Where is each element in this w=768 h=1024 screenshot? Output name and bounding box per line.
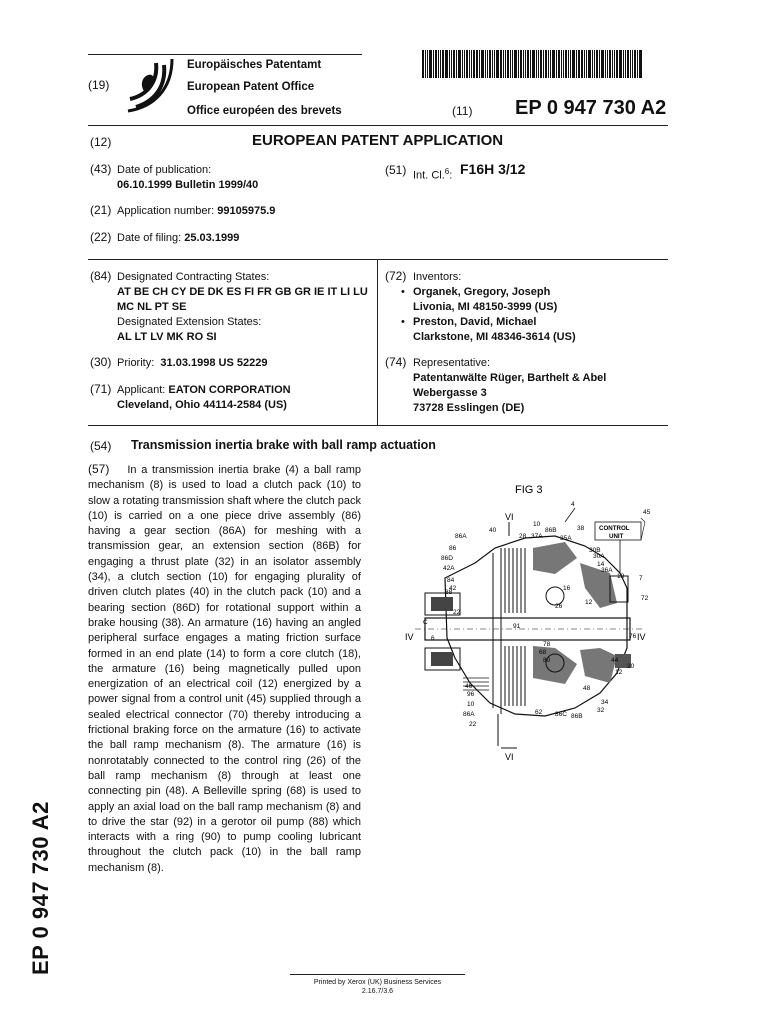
reference-numeral: 26 xyxy=(555,603,563,610)
svg-text:IV: IV xyxy=(405,632,414,642)
designated-states-label: Designated Contracting States: xyxy=(117,271,270,283)
reference-numeral: 86B xyxy=(571,713,583,720)
reference-numeral: 28 xyxy=(519,533,527,540)
reference-numeral: 32 xyxy=(597,707,605,714)
reference-numeral: 34 xyxy=(601,699,609,706)
inventor-name: Preston, David, Michael xyxy=(413,316,537,328)
reference-numeral: 37A xyxy=(531,533,543,540)
filing-date-label: Date of filing: xyxy=(117,232,182,244)
office-name-en: European Patent Office xyxy=(187,81,315,93)
reference-numeral: 86D xyxy=(441,555,453,562)
application-number-label: Application number: xyxy=(117,205,215,217)
representative-line-3: 73728 Esslingen (DE) xyxy=(413,402,525,414)
reference-numeral: 18 xyxy=(617,573,625,580)
reference-numeral: 38 xyxy=(577,525,585,532)
side-publication-number: EP 0 947 730 A2 xyxy=(28,801,53,975)
reference-numeral: C xyxy=(423,619,428,626)
int-cl-label xyxy=(413,164,452,184)
int-cl-text: Int. Cl. xyxy=(413,169,445,182)
reference-numeral: 46 xyxy=(465,683,473,690)
priority-value: 31.03.1998 US 52229 xyxy=(160,357,268,369)
reference-numeral: 86 xyxy=(449,545,457,552)
inid-12: (12) xyxy=(90,135,112,149)
abstract-text: In a transmission inertia brake (4) a ball ramp mechanism (8) is used to load a clutch pack (10) to slow a rotating transmission shaft where the clutch pack (10) is carried on a one piece drive assembly (86) having a gear section (86A) for meshing with a transmission gear, an extension section (86B) for engaging a thrust plate (32) in an isolator assembly (34), a clutch section (10) for engaging plurality of driven clutch plates (40) in the clutch pack (10) and a bearing section (86D) for rotational support within a brake housing (38). An armature (16) having an angled peripheral surface engages a mating friction surface formed in an end plate (14) to form a core clutch (18), the armature (16) being magnetically pulled upon energization of an electrical coil (12) energized by a power signal from a control unit (45) supplied through a sealed electrical connector (70) thereby introducing a frictional braking force on the armature (16) to activate the ball ramp mechanism (8). The armature (16) is nonrotatably connected to the control ring (26) of the ball ramp mechanism (8) through at least one connecting pin (48). A Belleville spring (68) is used to apply an axial load on the ball ramp mechanism (8) and to drive the star (92) in a gerotor oil pump (88) which interacts with a ring (90) to pump cooling lubricant throughout the clutch pack (10) in the ball ramp mechanism (8). xyxy=(88,464,361,874)
reference-numeral: 30A xyxy=(593,553,605,560)
inventor-address: Livonia, MI 48150-3999 (US) xyxy=(413,301,558,313)
inid-19: (19) xyxy=(88,78,110,92)
publication-number: EP 0 947 730 A2 xyxy=(515,97,667,119)
representative-label: Representative: xyxy=(413,357,491,369)
inid-72: (72) xyxy=(385,269,407,283)
reference-numeral: 72 xyxy=(641,595,649,602)
reference-numeral: 76 xyxy=(629,633,637,640)
inventor-address: Clarkstone, MI 48346-3614 (US) xyxy=(413,331,576,343)
reference-numeral: 12 xyxy=(585,599,593,606)
representative-line-2: Webergasse 3 xyxy=(413,387,487,399)
inid-57: (57) xyxy=(88,462,110,476)
reference-numeral: 68 xyxy=(539,649,547,656)
svg-text:UNIT: UNIT xyxy=(609,533,624,540)
invention-title: Transmission inertia brake with ball ramp actuation xyxy=(131,438,436,452)
barcode xyxy=(422,50,668,78)
extension-states-value: AL LT LV MK RO SI xyxy=(117,331,217,343)
inid-84: (84) xyxy=(90,269,112,283)
figure-3-drawing xyxy=(405,478,655,768)
reference-numeral: 86A xyxy=(455,533,467,540)
reference-numeral: 44 xyxy=(611,657,619,664)
representative-line-1: Patentanwälte Rüger, Barthelt & Abel xyxy=(413,372,607,384)
office-name-de: Europäisches Patentamt xyxy=(187,59,322,71)
inid-21: (21) xyxy=(90,203,112,217)
reference-numeral: 22 xyxy=(453,609,461,616)
reference-numeral: 91 xyxy=(513,623,521,630)
reference-numeral: 16 xyxy=(563,585,571,592)
inid-43: (43) xyxy=(90,162,112,176)
reference-numeral: 48 xyxy=(583,685,591,692)
applicant-label: Applicant: xyxy=(117,384,166,396)
printed-by: Printed by Xerox (UK) Business Services xyxy=(313,979,442,986)
reference-numeral: 10 xyxy=(467,701,475,708)
int-cl-value: F16H 3/12 xyxy=(460,161,526,177)
reference-numeral: 6 xyxy=(431,635,435,642)
reference-numeral: 42A xyxy=(443,565,455,572)
inid-30: (30) xyxy=(90,355,112,369)
svg-text:VI: VI xyxy=(505,752,514,762)
reference-numeral: 86A xyxy=(463,711,475,718)
reference-numeral: 35A xyxy=(560,535,572,542)
inventor-bullet: • xyxy=(401,316,405,328)
reference-numeral: 4 xyxy=(571,501,575,508)
publication-date-value: 06.10.1999 Bulletin 1999/40 xyxy=(117,179,259,191)
filing-date-value: 25.03.1999 xyxy=(184,232,240,244)
reference-numeral: 10 xyxy=(533,521,541,528)
reference-numeral: 40 xyxy=(489,527,497,534)
reference-numeral: 20 xyxy=(627,663,635,670)
inid-74: (74) xyxy=(385,355,407,369)
reference-numeral: 7 xyxy=(639,575,643,582)
reference-numeral: 84 xyxy=(447,577,455,584)
priority-label: Priority: xyxy=(117,357,155,369)
epo-logo xyxy=(126,55,176,113)
designated-states-line-1: AT BE CH CY DE DK ES FI FR GB GR IE IT LI LU xyxy=(117,286,368,298)
int-cl-sup: 6 xyxy=(444,167,450,176)
reference-numeral: 86C xyxy=(555,711,567,718)
inid-11: (11) xyxy=(452,104,473,118)
reference-numeral: 78 xyxy=(543,641,551,648)
applicant-name: EATON CORPORATION xyxy=(168,384,291,396)
abstract xyxy=(88,462,361,876)
reference-numeral: 86B xyxy=(545,527,557,534)
inventors-label: Inventors: xyxy=(413,271,462,283)
reference-numeral: 36A xyxy=(601,567,613,574)
inventor-name: Organek, Gregory, Joseph xyxy=(413,286,551,298)
publication-date-label: Date of publication: xyxy=(117,164,212,176)
reference-numeral: 12 xyxy=(615,669,623,676)
svg-text:IV: IV xyxy=(637,632,646,642)
designated-states-line-2: MC NL PT SE xyxy=(117,301,187,313)
int-cl-colon: : xyxy=(449,169,453,182)
applicant-address: Cleveland, Ohio 44114-2584 (US) xyxy=(117,399,287,411)
reference-numeral: 80 xyxy=(543,657,551,664)
reference-numeral: 42 xyxy=(449,585,457,592)
reference-numeral: 14 xyxy=(597,561,605,568)
inid-54: (54) xyxy=(90,439,112,453)
reference-numeral: 88 xyxy=(445,589,453,596)
document-type: EUROPEAN PATENT APPLICATION xyxy=(252,132,504,149)
svg-text:VI: VI xyxy=(505,512,514,522)
reference-numeral: 62 xyxy=(535,709,543,716)
application-number-value: 99105975.9 xyxy=(217,205,276,217)
reference-numeral: 22 xyxy=(469,721,477,728)
inid-51: (51) xyxy=(385,163,407,177)
reference-numeral: 30B xyxy=(589,547,601,554)
inid-71: (71) xyxy=(90,382,112,396)
office-name-fr: Office européen des brevets xyxy=(187,105,342,117)
inid-22: (22) xyxy=(90,230,112,244)
inventor-bullet: • xyxy=(401,286,405,298)
svg-text:CONTROL: CONTROL xyxy=(599,525,630,532)
reference-numeral: 45 xyxy=(643,509,651,516)
print-code: 2.16.7/3.6 xyxy=(361,988,394,995)
figure-label: FIG 3 xyxy=(515,484,543,496)
reference-numeral: 96 xyxy=(467,691,475,698)
extension-states-label: Designated Extension States: xyxy=(117,316,262,328)
